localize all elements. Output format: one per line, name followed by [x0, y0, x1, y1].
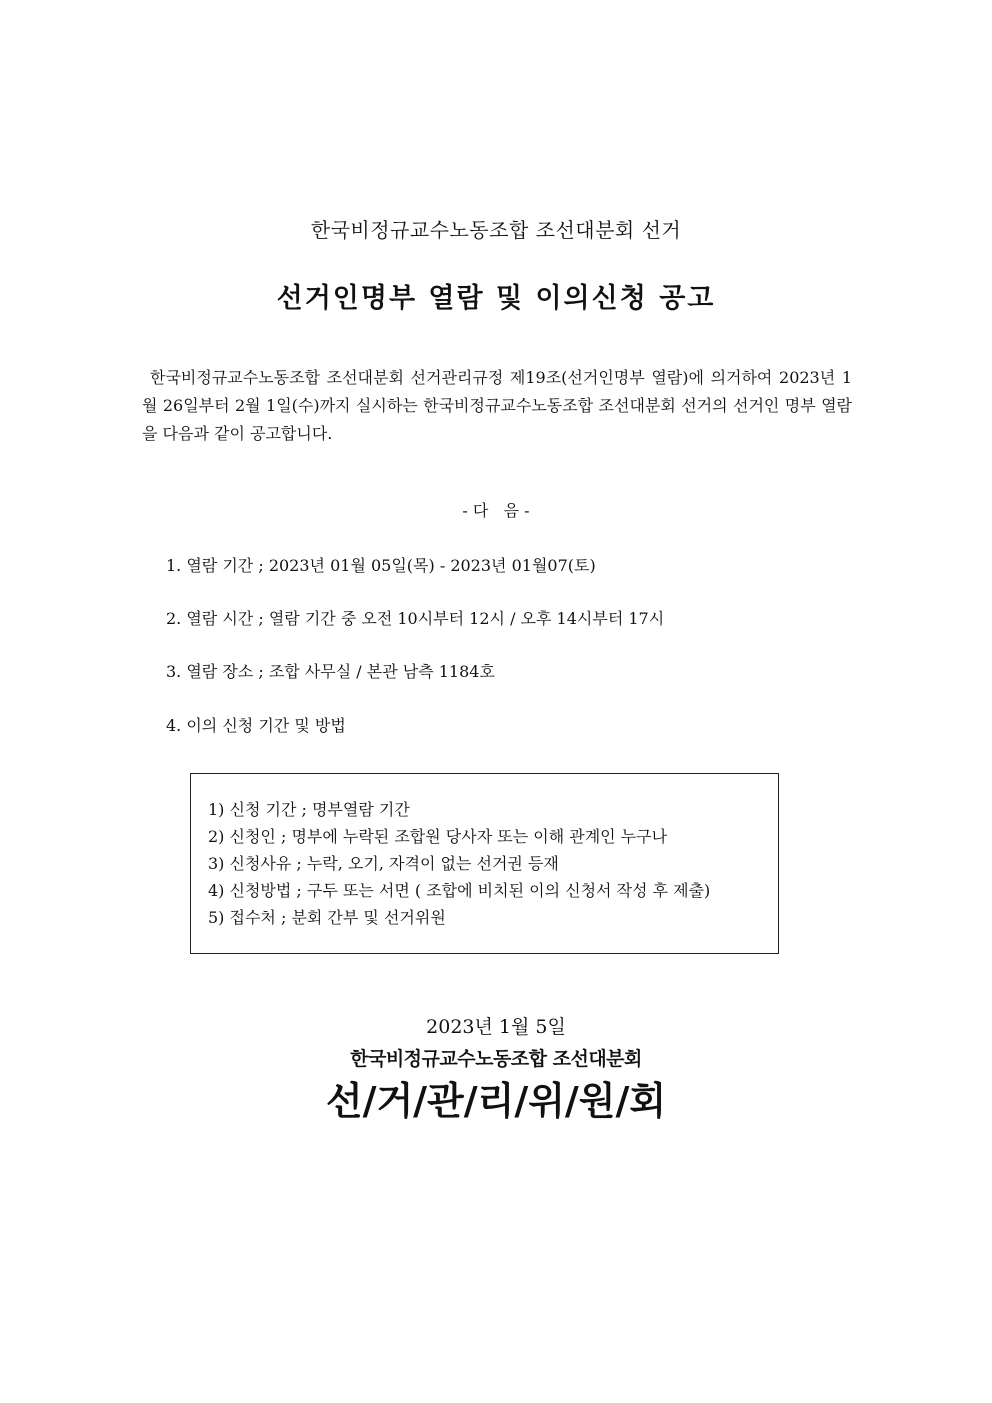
- objection-details-box: [190, 773, 779, 954]
- notice-subtitle: 한국비정규교수노동조합 조선대분회 선거: [310, 218, 682, 242]
- list-item: 1. 열람 기간 ; 2023년 01월 05일(목) - 2023년 01월07(토): [166, 556, 596, 575]
- box-item: 1) 신청 기간 ; 명부열람 기간: [208, 800, 410, 819]
- box-item: 2) 신청인 ; 명부에 누락된 조합원 당사자 또는 이해 관계인 누구나: [208, 827, 668, 846]
- box-item: 5) 접수처 ; 분회 간부 및 선거위원: [208, 908, 446, 927]
- organization-name: 한국비정규교수노동조합 조선대분회: [350, 1048, 642, 1070]
- box-item: 4) 신청방법 ; 구두 또는 서면 ( 조합에 비치된 이의 신청서 작성 후 제출): [208, 881, 711, 900]
- box-item: 3) 신청사유 ; 누락, 오기, 자격이 없는 선거권 등재: [208, 854, 559, 873]
- list-item: 4. 이의 신청 기간 및 방법: [166, 716, 346, 735]
- list-item: 3. 열람 장소 ; 조합 사무실 / 본관 남측 1184호: [166, 662, 495, 681]
- committee-name: 선/거/관/리/위/원/회: [325, 1079, 667, 1123]
- list-item: 2. 열람 시간 ; 열람 기간 중 오전 10시부터 12시 / 오후 14시부터 17시: [166, 609, 665, 628]
- notice-date: 2023년 1월 5일: [426, 1016, 566, 1038]
- intro-paragraph: 한국비정규교수노동조합 조선대분회 선거관리규정 제19조(선거인명부 열람)에 의거하여 2023년 1월 26일부터 2월 1일(수)까지 실시하는 한국비정규교수노동조합 조선대분회 선거의 선거인 명부 열람을 다음과 같이 공고합니다.: [142, 368, 852, 443]
- section-heading: - 다 음 -: [462, 501, 530, 520]
- page-title: 선거인명부 열람 및 이의신청 공고: [276, 283, 716, 314]
